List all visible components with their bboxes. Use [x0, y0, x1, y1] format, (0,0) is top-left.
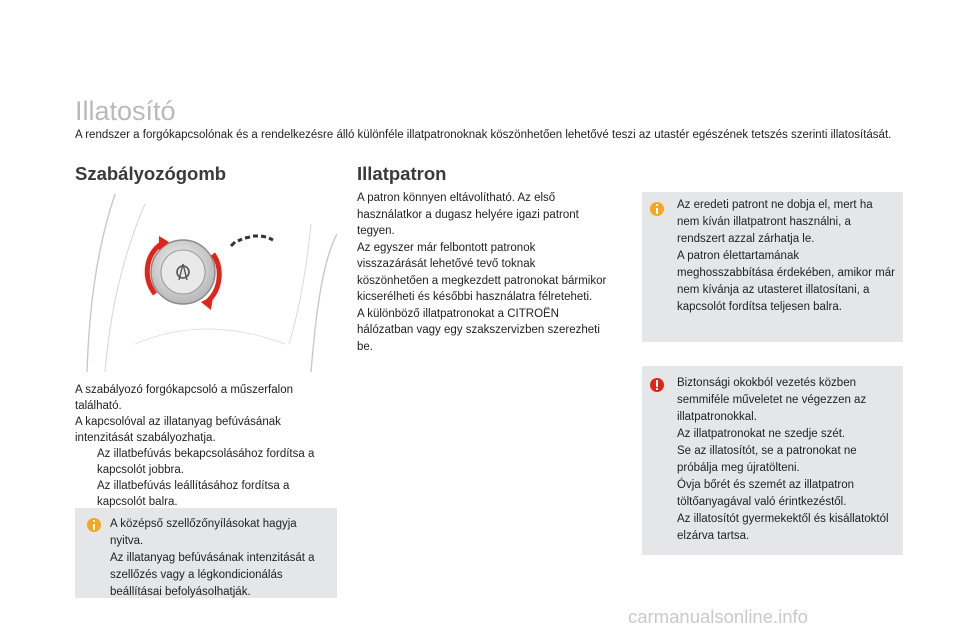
knob-description	[75, 382, 337, 510]
warning-icon	[650, 378, 664, 392]
warning-text: Az illatpatronokat ne szedje szét.	[677, 428, 846, 440]
cartridge-paragraph: Az egyszer már felbontott patronok visszazárását lehetővé tevő toknak köszönhetően a megkezdett patronokat bármikor kicserélheti és későbbi használatra félreteheti.	[357, 241, 607, 303]
bullet-text: Az illatbefúvás leállításához fordítsa a kapcsolót balra.	[97, 480, 290, 508]
knob-illustration	[75, 194, 337, 372]
warning-text: Óvja bőrét és szemét az illatpatron töltőanyagával való érintkezéstől.	[677, 479, 855, 508]
warning-text: Se az illatosítót, se a patronokat ne próbálja meg újratölteni.	[677, 445, 857, 474]
info-icon	[650, 202, 664, 216]
section-heading-cartridge: Illatpatron	[357, 163, 447, 184]
section-heading-knob: Szabályozógomb	[75, 163, 227, 184]
bullet-marker	[75, 478, 97, 510]
cartridge-paragraph: A patron könnyen eltávolítható. Az első használatkor a dugasz helyére igazi patront tegyen.	[357, 192, 579, 237]
intro-text: A rendszer a forgókapcsolónak és a rendelkezésre álló különféle illatpatronoknak köszönhetően lehetővé teszi az utastér egészének tetszés szerinti illatosítását.	[75, 129, 892, 141]
bullet-item	[75, 446, 337, 478]
note-text: Az illatanyag befúvásának intenzitását a szellőzés vagy a légkondicionálás beállításai befolyásolhatják.	[110, 552, 315, 598]
knob-location-text: A szabályozó forgókapcsoló a műszerfalon található.	[75, 384, 293, 412]
info-text: A patron élettartamának meghosszabbítása érdekében, amikor már nem kívánja az utasteret illatosítani, a kapcsolót fordítsa teljesen balra.	[677, 250, 895, 313]
page-title: Illatosító	[75, 96, 176, 126]
cartridge-description	[357, 190, 607, 355]
bullet-item	[75, 478, 337, 510]
info-text: Az eredeti patront ne dobja el, mert ha nem kíván illatpatront használni, a rendszert azzal zárhatja le.	[677, 199, 873, 245]
safety-warning-box	[642, 366, 903, 555]
cartridge-info-box	[642, 192, 903, 342]
ventilation-note-box	[75, 508, 337, 598]
bullet-text: Az illatbefúvás bekapcsolásához fordítsa a kapcsolót jobbra.	[97, 448, 315, 476]
bullet-marker	[75, 446, 97, 478]
warning-text: Az illatosítót gyermekektől és kisállatoktól elzárva tartsa.	[677, 513, 889, 542]
warning-text: Biztonsági okokból vezetés közben semmiféle műveletet ne végezzen az illatpatronokkal.	[677, 377, 867, 423]
knob-function-text: A kapcsolóval az illatanyag befúvásának intenzitását szabályozhatja.	[75, 416, 281, 444]
info-icon	[87, 518, 101, 532]
watermark: carmanualsonline.info	[628, 606, 808, 627]
cartridge-paragraph: A különböző illatpatronokat a CITROËN hálózatban vagy egy szakszervizben szerezheti be.	[357, 307, 600, 353]
note-text: A középső szellőzőnyílásokat hagyja nyitva.	[110, 518, 297, 547]
